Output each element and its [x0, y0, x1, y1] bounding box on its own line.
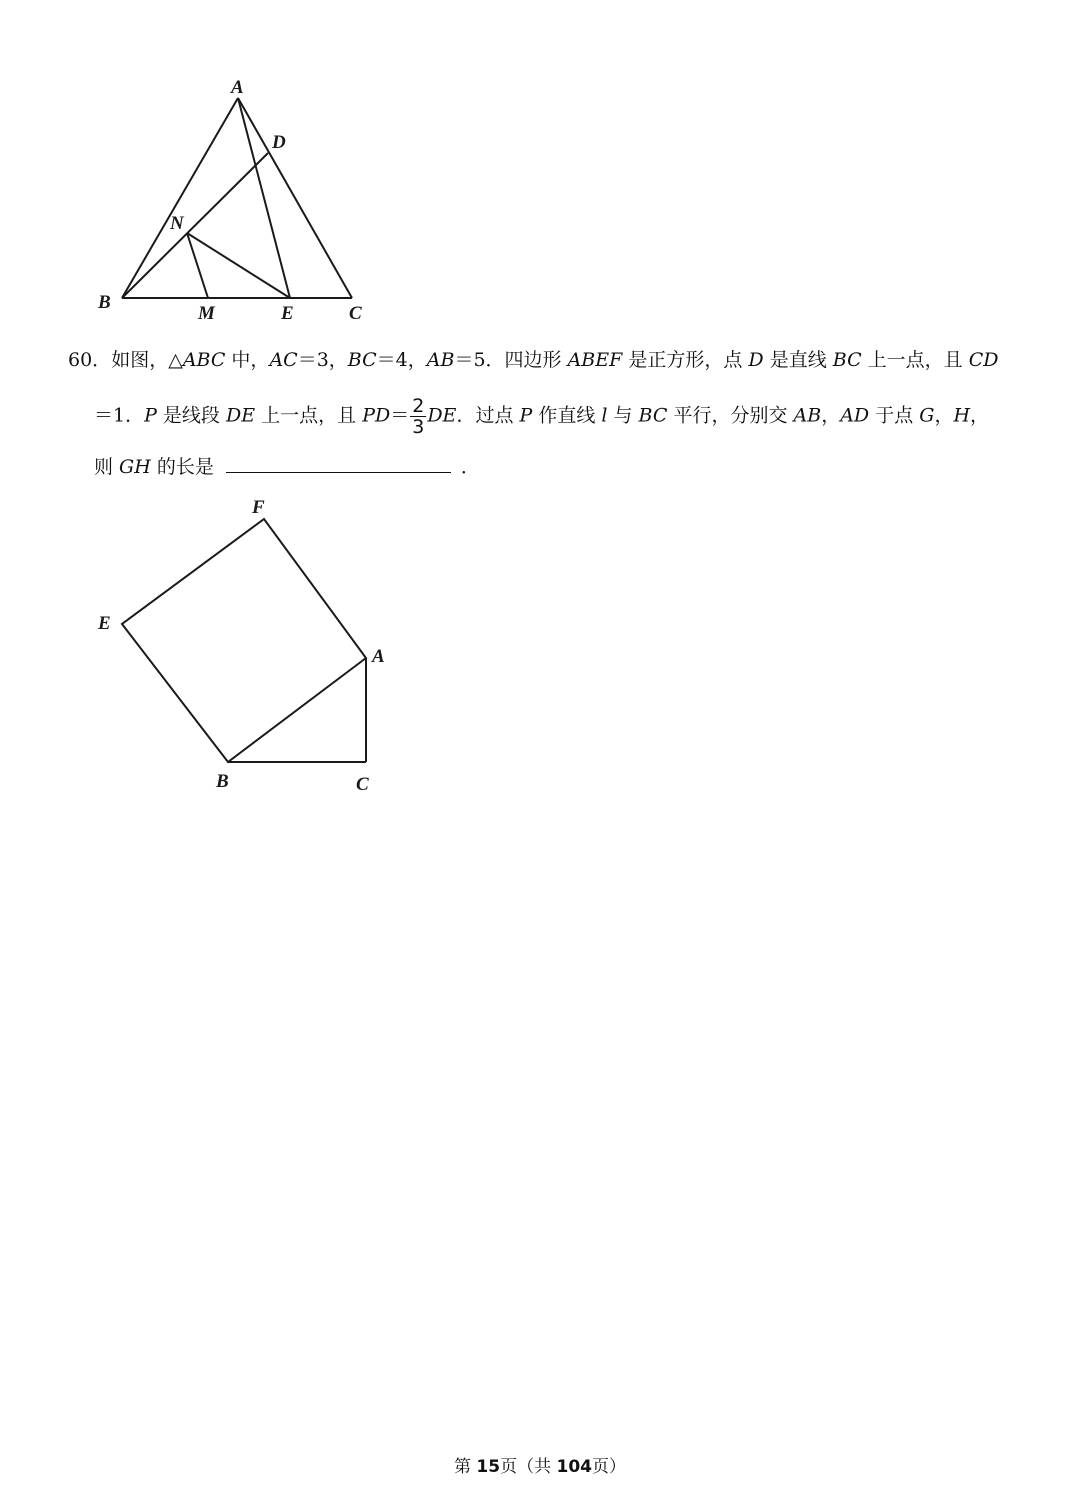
label-b: B — [216, 771, 229, 792]
square-abef — [122, 519, 366, 762]
label-c: C — [356, 774, 369, 795]
page-footer: 第 15页（共 104页） — [454, 1457, 626, 1477]
question-line-3: 则 GH 的长是 ． — [94, 452, 480, 482]
question-line-2: ＝1．P 是线段 DE 上一点，且 PD＝ $\frac{2}{3}$ DE．过点 P 作直线 l 与 BC 平行，分别交 AB，AD 于点 G，H， — [94, 395, 990, 438]
question-line-1: 60．如图，△ABC 中，AC＝3，BC＝4，AB＝5．四边形 ABEF 是正方形，点 D 是直线 BC 上一点，且 CD — [68, 349, 999, 371]
label-c: C — [349, 303, 362, 324]
label-d: D — [272, 132, 286, 153]
label-f: F — [252, 497, 265, 518]
total-pages: 104 — [556, 1457, 592, 1477]
label-e: E — [281, 303, 294, 324]
label-a: A — [231, 77, 244, 98]
label-a: A — [372, 646, 385, 667]
label-e: E — [98, 613, 111, 634]
current-page: 15 — [476, 1457, 501, 1477]
label-n: N — [170, 213, 184, 234]
question-number: 60． — [68, 349, 112, 371]
fraction-two-thirds: $\frac{2}{3}$ — [412, 395, 425, 438]
label-m: M — [198, 303, 215, 324]
label-b: B — [98, 292, 111, 313]
